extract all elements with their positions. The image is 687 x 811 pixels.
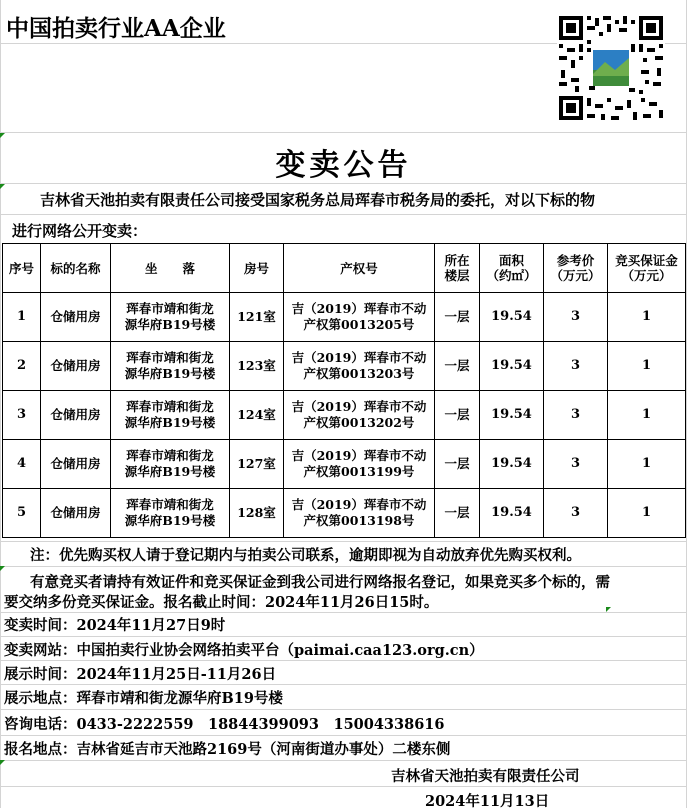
- signature-date: 2024年11月13日: [425, 793, 550, 810]
- table-row: [3, 391, 686, 440]
- table-cell: 128室: [230, 489, 284, 538]
- table-cell: 1: [608, 440, 686, 489]
- table-cell: 仓储用房: [41, 440, 111, 489]
- column-header: 房号: [230, 244, 284, 293]
- table-cell: 一层: [435, 391, 480, 440]
- cell-marker-icon: [0, 760, 5, 765]
- table-cell: 5: [3, 489, 41, 538]
- cell-marker-icon: [0, 184, 5, 189]
- table-cell: 2: [3, 342, 41, 391]
- table-cell: 吉（2019）珲春市不动 产权第0013203号: [284, 342, 435, 391]
- table-cell: 121室: [230, 293, 284, 342]
- table-cell: 仓储用房: [41, 391, 111, 440]
- column-header: 面积 （约㎡）: [480, 244, 544, 293]
- table-cell: 19.54: [480, 440, 544, 489]
- registration-line-2: 要交纳多份竞买保证金。报名截止时间：2024年11月26日15时。: [4, 594, 439, 611]
- contact-phone: 咨询电话：0433-2222559 18844399093 15004338616: [4, 716, 445, 733]
- table-cell: 吉（2019）珲春市不动 产权第0013198号: [284, 489, 435, 538]
- table-cell: 吉（2019）珲春市不动 产权第0013199号: [284, 440, 435, 489]
- table-cell: 4: [3, 440, 41, 489]
- table-cell: 3: [544, 293, 608, 342]
- table-cell: 3: [544, 342, 608, 391]
- table-cell: 珲春市靖和街龙 源华府B19号楼: [111, 293, 230, 342]
- table-cell: 3: [3, 391, 41, 440]
- page-title: 变卖公告: [275, 148, 412, 183]
- table-cell: 1: [608, 391, 686, 440]
- table-row: [3, 293, 686, 342]
- column-header: 序号: [3, 244, 41, 293]
- cell-marker-icon: [0, 566, 5, 571]
- table-cell: 珲春市靖和街龙 源华府B19号楼: [111, 489, 230, 538]
- table-cell: 1: [608, 293, 686, 342]
- table-cell: 一层: [435, 342, 480, 391]
- table-cell: 3: [544, 391, 608, 440]
- intro-line-2: 进行网络公开变卖：: [12, 222, 148, 240]
- table-cell: 仓储用房: [41, 489, 111, 538]
- column-header: 产权号: [284, 244, 435, 293]
- table-row: [3, 489, 686, 538]
- table-body: [3, 293, 686, 538]
- table-cell: 123室: [230, 342, 284, 391]
- table-cell: 1: [3, 293, 41, 342]
- table-cell: 珲春市靖和街龙 源华府B19号楼: [111, 342, 230, 391]
- cell-marker-icon: [606, 607, 611, 612]
- registration-location: 报名地点：吉林省延吉市天池路2169号（河南街道办事处）二楼东侧: [4, 741, 451, 758]
- table-cell: 19.54: [480, 293, 544, 342]
- signature-company: 吉林省天池拍卖有限责任公司: [391, 768, 580, 785]
- display-location: 展示地点：珲春市靖和街龙源华府B19号楼: [4, 690, 283, 707]
- table-cell: 一层: [435, 440, 480, 489]
- column-header: 参考价 （万元）: [544, 244, 608, 293]
- column-header: 标的名称: [41, 244, 111, 293]
- display-time: 展示时间：2024年11月25日-11月26日: [4, 666, 277, 683]
- table-cell: 19.54: [480, 391, 544, 440]
- sale-website: 变卖网站：中国拍卖行业协会网络拍卖平台（paimai.caa123.org.cn）: [4, 642, 484, 659]
- registration-line-1: 有意竞买者请持有效证件和竞买保证金到我公司进行网络报名登记，如果竞买多个标的，需: [30, 574, 610, 591]
- table-cell: 19.54: [480, 342, 544, 391]
- table-cell: 1: [608, 342, 686, 391]
- table-cell: 珲春市靖和街龙 源华府B19号楼: [111, 440, 230, 489]
- table-header-row: [3, 244, 686, 293]
- cell-marker-icon: [0, 133, 5, 138]
- table-row: [3, 440, 686, 489]
- table-row: [3, 342, 686, 391]
- column-header: 所在 楼层: [435, 244, 480, 293]
- column-header: 竞买保证金 （万元）: [608, 244, 686, 293]
- table-cell: 3: [544, 489, 608, 538]
- table-cell: 3: [544, 440, 608, 489]
- table-cell: 127室: [230, 440, 284, 489]
- qr-code-icon: [557, 14, 665, 122]
- assets-table: [2, 243, 686, 538]
- org-title: 中国拍卖行业AA企业: [6, 15, 226, 42]
- table-cell: 吉（2019）珲春市不动 产权第0013202号: [284, 391, 435, 440]
- table-cell: 124室: [230, 391, 284, 440]
- table-cell: 19.54: [480, 489, 544, 538]
- sale-time: 变卖时间：2024年11月27日9时: [4, 617, 226, 634]
- column-header: 坐 落: [111, 244, 230, 293]
- table-cell: 仓储用房: [41, 293, 111, 342]
- table-cell: 一层: [435, 489, 480, 538]
- table-cell: 一层: [435, 293, 480, 342]
- table-cell: 仓储用房: [41, 342, 111, 391]
- table-cell: 吉（2019）珲春市不动 产权第0013205号: [284, 293, 435, 342]
- table-cell: 1: [608, 489, 686, 538]
- priority-note: 注：优先购买权人请于登记期内与拍卖公司联系，逾期即视为自动放弃优先购买权利。: [30, 547, 581, 564]
- intro-line-1: 吉林省天池拍卖有限责任公司接受国家税务总局珲春市税务局的委托，对以下标的物: [40, 191, 596, 209]
- table-cell: 珲春市靖和街龙 源华府B19号楼: [111, 391, 230, 440]
